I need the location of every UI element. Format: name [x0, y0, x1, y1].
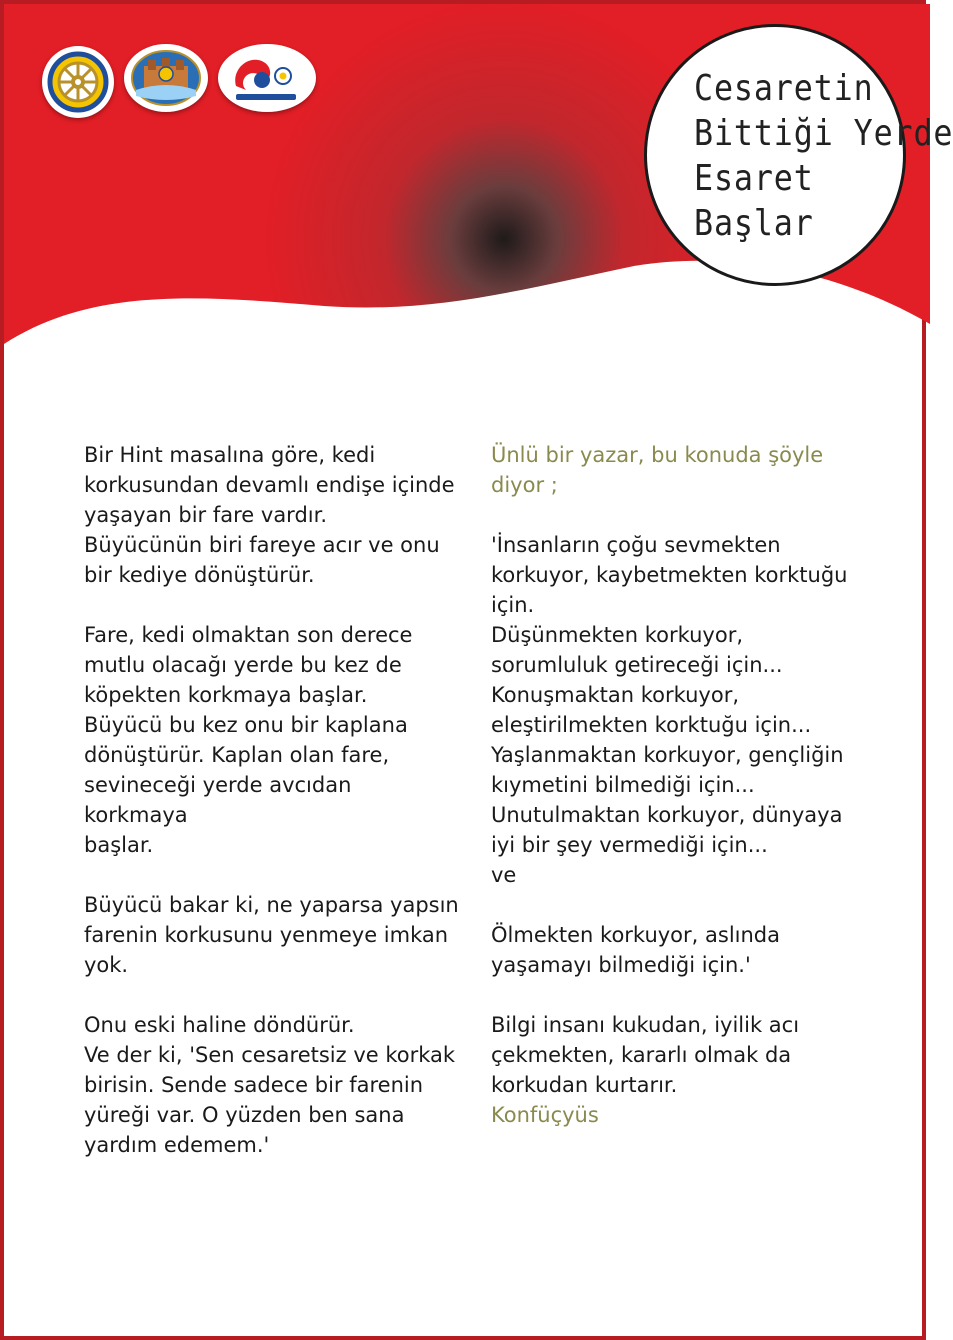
- club-badge-logo: [124, 44, 208, 112]
- story-line: Ve der ki, 'Sen cesaretsiz ve korkak: [84, 1043, 456, 1067]
- story-line: bir kediye dönüştürür.: [84, 563, 315, 587]
- story-line: yardım edemem.': [84, 1133, 270, 1157]
- quote-intro-line: Ünlü bir yazar, bu konuda şöyle: [491, 443, 824, 467]
- story-line: yüreği var. O yüzden ben sana: [84, 1103, 405, 1127]
- paragraph-gap: [84, 590, 459, 620]
- story-line: birisin. Sende sadece bir farenin: [84, 1073, 424, 1097]
- story-line: başlar.: [84, 833, 154, 857]
- quote-author: Konfüçyüs: [491, 1103, 599, 1127]
- title-line-2: Bittiği Yerde: [694, 113, 953, 154]
- story-line: mutlu olacağı yerde bu kez de: [84, 653, 402, 677]
- story-line: korkusundan devamlı endişe içinde: [84, 473, 455, 497]
- quote-column: [491, 440, 871, 1130]
- paragraph-gap: [491, 500, 871, 530]
- title-line-3: Esaret: [694, 158, 814, 199]
- story-line: farenin korkusunu yenmeye imkan: [84, 923, 449, 947]
- rotary-logo: [42, 46, 114, 118]
- story-line: Onu eski haline döndürür.: [84, 1013, 355, 1037]
- rotary-wheel-icon: [42, 46, 114, 118]
- quote-line: korkuyor, kaybetmekten korktuğu: [491, 563, 848, 587]
- story-line: Bir Hint masalına göre, kedi: [84, 443, 376, 467]
- story-line: yaşayan bir fare vardır.: [84, 503, 327, 527]
- story-line: dönüştürür. Kaplan olan fare,: [84, 743, 390, 767]
- quote-line: kıymetini bilmediği için...: [491, 773, 755, 797]
- quote-line: Unutulmaktan korkuyor, dünyaya: [491, 803, 843, 827]
- title-line-1: Cesaretin: [694, 68, 874, 109]
- story-line: köpekten korkmaya başlar.: [84, 683, 368, 707]
- paragraph-gap: [84, 980, 459, 1010]
- club-emblem-icon: [124, 44, 208, 112]
- story-line: Büyücü bu kez onu bir kaplana: [84, 713, 408, 737]
- story-column: [84, 440, 459, 1160]
- quote-line: sorumluluk getireceği için...: [491, 653, 783, 677]
- story-line: Büyücünün biri fareye acır ve onu: [84, 533, 440, 557]
- campaign-logo: [218, 44, 316, 112]
- quote-line: çekmekten, kararlı olmak da: [491, 1043, 792, 1067]
- title-line-4: Başlar: [694, 203, 814, 244]
- story-line: Büyücü bakar ki, ne yaparsa yapsın: [84, 893, 459, 917]
- quote-line: iyi bir şey vermediği için...: [491, 833, 768, 857]
- story-line: sevineceği yerde avcıdan korkmaya: [84, 773, 352, 827]
- quote-line: Bilgi insanı kukudan, iyilik acı: [491, 1013, 800, 1037]
- quote-intro-line: diyor ;: [491, 473, 558, 497]
- story-line: yok.: [84, 953, 129, 977]
- quote-line: Yaşlanmaktan korkuyor, gençliğin: [491, 743, 844, 767]
- campaign-logo-icon: [218, 44, 316, 112]
- paragraph-gap: [491, 980, 871, 1010]
- quote-line: korkudan kurtarır.: [491, 1073, 678, 1097]
- story-line: Fare, kedi olmaktan son derece: [84, 623, 413, 647]
- quote-line: Konuşmaktan korkuyor,: [491, 683, 740, 707]
- quote-line: ve: [491, 863, 517, 887]
- quote-line: Ölmekten korkuyor, aslında: [491, 923, 781, 947]
- quote-line: için.: [491, 593, 535, 617]
- quote-line: yaşamayı bilmediği için.': [491, 953, 751, 977]
- quote-line: eleştirilmekten korktuğu için...: [491, 713, 812, 737]
- quote-line: Düşünmekten korkuyor,: [491, 623, 744, 647]
- paragraph-gap: [491, 890, 871, 920]
- paragraph-gap: [84, 860, 459, 890]
- quote-line: 'İnsanların çoğu sevmekten: [491, 533, 781, 557]
